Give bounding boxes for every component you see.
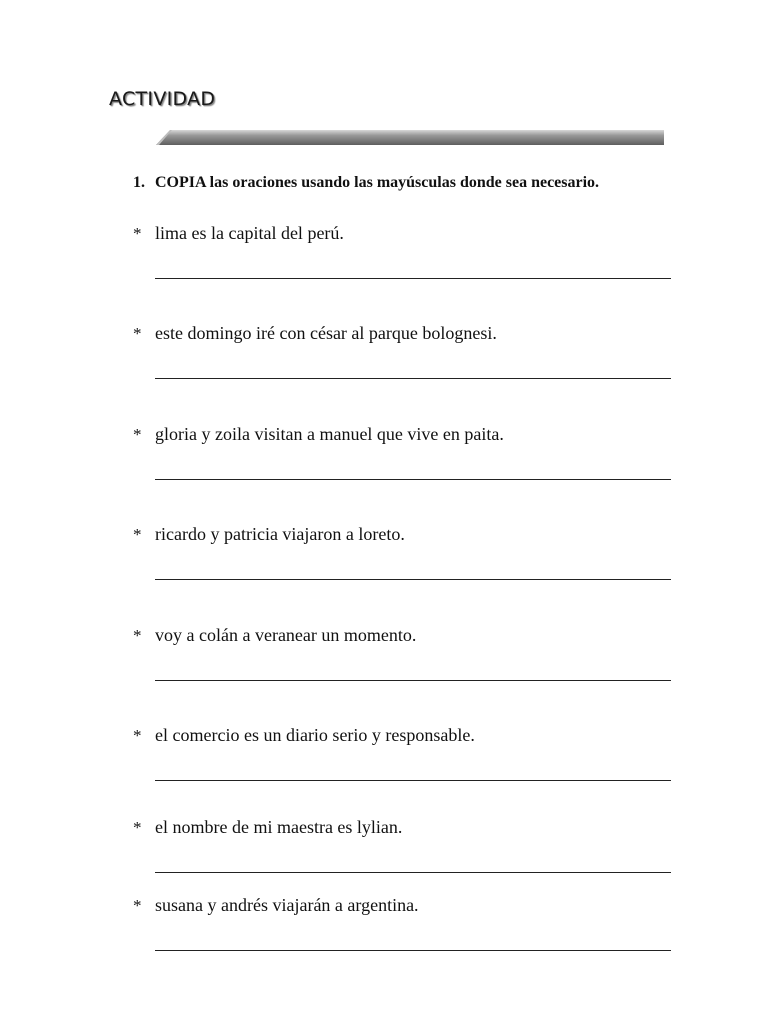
bullet-icon: * [133,324,142,343]
bullet-icon: * [133,726,142,745]
sentence-item [133,322,693,379]
answer-line[interactable] [155,356,671,379]
sentence-item [133,816,693,873]
sentence-item [133,724,693,781]
answer-line[interactable] [155,658,671,681]
answer-line[interactable] [155,557,671,580]
answer-line[interactable] [155,758,671,781]
sentence-item [133,222,693,279]
instruction [133,174,599,192]
bullet-icon: * [133,525,142,544]
instruction-text: COPIA las oraciones usando las mayúsculas donde sea necesario. [155,174,600,191]
bullet-icon: * [133,626,142,645]
sentence-text: el comercio es un diario serio y responsable. [155,725,475,745]
sentence-item [133,624,693,681]
sentence-item [133,523,693,580]
sentence-item [133,423,693,480]
answer-line[interactable] [155,850,671,873]
bullet-icon: * [133,896,142,915]
answer-line[interactable] [155,457,671,480]
bullet-icon: * [133,818,142,837]
bullet-icon: * [133,224,142,243]
sentence-text: el nombre de mi maestra es lylian. [155,817,403,837]
decorative-bar [156,129,664,145]
sentence-text: lima es la capital del perú. [155,223,344,243]
answer-line[interactable] [155,256,671,279]
sentence-item [133,894,693,951]
sentence-text: gloria y zoila visitan a manuel que vive en paita. [155,424,504,444]
sentence-text: ricardo y patricia viajaron a loreto. [155,524,405,544]
sentence-text: voy a colán a veranear un momento. [155,625,417,645]
sentence-text: este domingo iré con césar al parque bolognesi. [155,323,497,343]
sentence-text: susana y andrés viajarán a argentina. [155,895,419,915]
bullet-icon: * [133,425,142,444]
page-title: ACTIVIDAD [109,88,216,110]
answer-line[interactable] [155,928,671,951]
instruction-number: 1. [133,174,145,191]
